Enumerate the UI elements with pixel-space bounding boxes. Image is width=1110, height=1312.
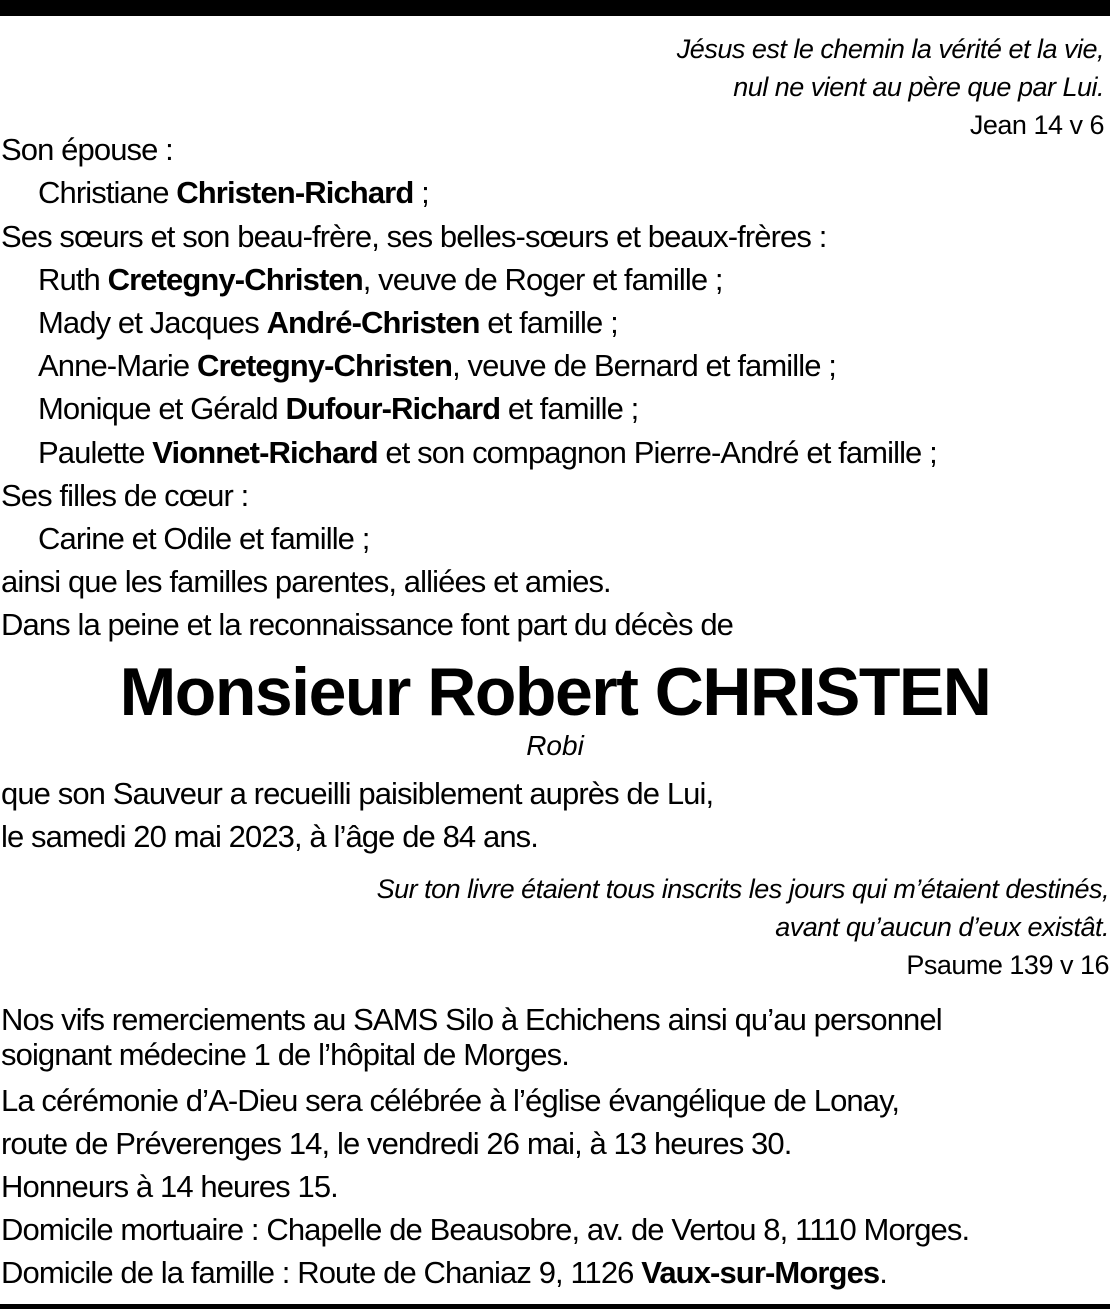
sibling-line: Paulette Vionnet-Richard et son compagnon Pierre-André et famille ;	[38, 435, 937, 470]
sibling-line: Anne-Marie Cretegny-Christen, veuve de Bernard et famille ;	[38, 348, 837, 383]
surname: André-Christen	[266, 305, 480, 340]
spouse-heading: Son épouse :	[1, 132, 173, 167]
announcement-line: Dans la peine et la reconnaissance font part du décès de	[1, 607, 734, 642]
surname: Vionnet-Richard	[152, 435, 378, 470]
sibling-line: Mady et Jacques André-Christen et famille ;	[38, 305, 618, 340]
thanks-line-1: Nos vifs remerciements au SAMS Silo à Echichens ainsi qu’au personnel	[1, 1002, 942, 1037]
verse-bottom-reference: Psaume 139 v 16	[906, 950, 1109, 980]
ceremony-line-2: route de Préverenges 14, le vendredi 26 mai, à 13 heures 30.	[1, 1126, 792, 1161]
surname: Christen-Richard	[176, 175, 414, 210]
top-border	[0, 0, 1110, 16]
surname: Dufour-Richard	[285, 391, 501, 426]
sibling-line: Monique et Gérald Dufour-Richard et famille ;	[38, 391, 639, 426]
family-home-line: Domicile de la famille : Route de Chaniaz 9, 1126 Vaux-sur-Morges.	[1, 1255, 887, 1290]
bible-verse-top	[677, 30, 1104, 144]
sibling-line: Ruth Cretegny-Christen, veuve de Roger et famille ;	[38, 262, 723, 297]
deceased-nickname: Robi	[526, 730, 584, 761]
spouse-line: Christiane Christen-Richard ;	[38, 175, 429, 210]
ceremony-line-3: Honneurs à 14 heures 15.	[1, 1169, 338, 1204]
surname: Cretegny-Christen	[107, 262, 363, 297]
daughters-heading: Ses filles de cœur :	[1, 478, 249, 513]
siblings-heading: Ses sœurs et son beau-frère, ses belles-sœurs et beaux-frères :	[1, 219, 827, 254]
verse-bottom-line-2: avant qu’aucun d’eux existât.	[775, 912, 1109, 942]
surname: Cretegny-Christen	[196, 348, 453, 383]
bottom-border	[0, 1304, 1110, 1309]
families-line: ainsi que les familles parentes, alliées et amies.	[1, 564, 611, 599]
mortuary-line: Domicile mortuaire : Chapelle de Beausobre, av. de Vertou 8, 1110 Morges.	[1, 1212, 970, 1247]
verse-top-reference: Jean 14 v 6	[969, 110, 1104, 140]
deceased-name: Monsieur Robert CHRISTEN	[119, 654, 991, 730]
verse-top-line-2: nul ne vient au père que par Lui.	[733, 72, 1104, 102]
bible-verse-bottom	[377, 870, 1109, 984]
thanks-line-2: soignant médecine 1 de l’hôpital de Morges.	[1, 1037, 569, 1072]
passing-line-2: le samedi 20 mai 2023, à l’âge de 84 ans.	[1, 819, 538, 854]
ceremony-line-1: La cérémonie d’A-Dieu sera célébrée à l’église évangélique de Lonay,	[1, 1083, 900, 1118]
family-home-place: Vaux-sur-Morges	[641, 1255, 880, 1290]
passing-line-1: que son Sauveur a recueilli paisiblement auprès de Lui,	[1, 776, 714, 811]
daughters-line: Carine et Odile et famille ;	[38, 521, 370, 556]
verse-bottom-line-1: Sur ton livre étaient tous inscrits les jours qui m’étaient destinés,	[376, 874, 1109, 904]
verse-top-line-1: Jésus est le chemin la vérité et la vie,	[676, 34, 1104, 64]
